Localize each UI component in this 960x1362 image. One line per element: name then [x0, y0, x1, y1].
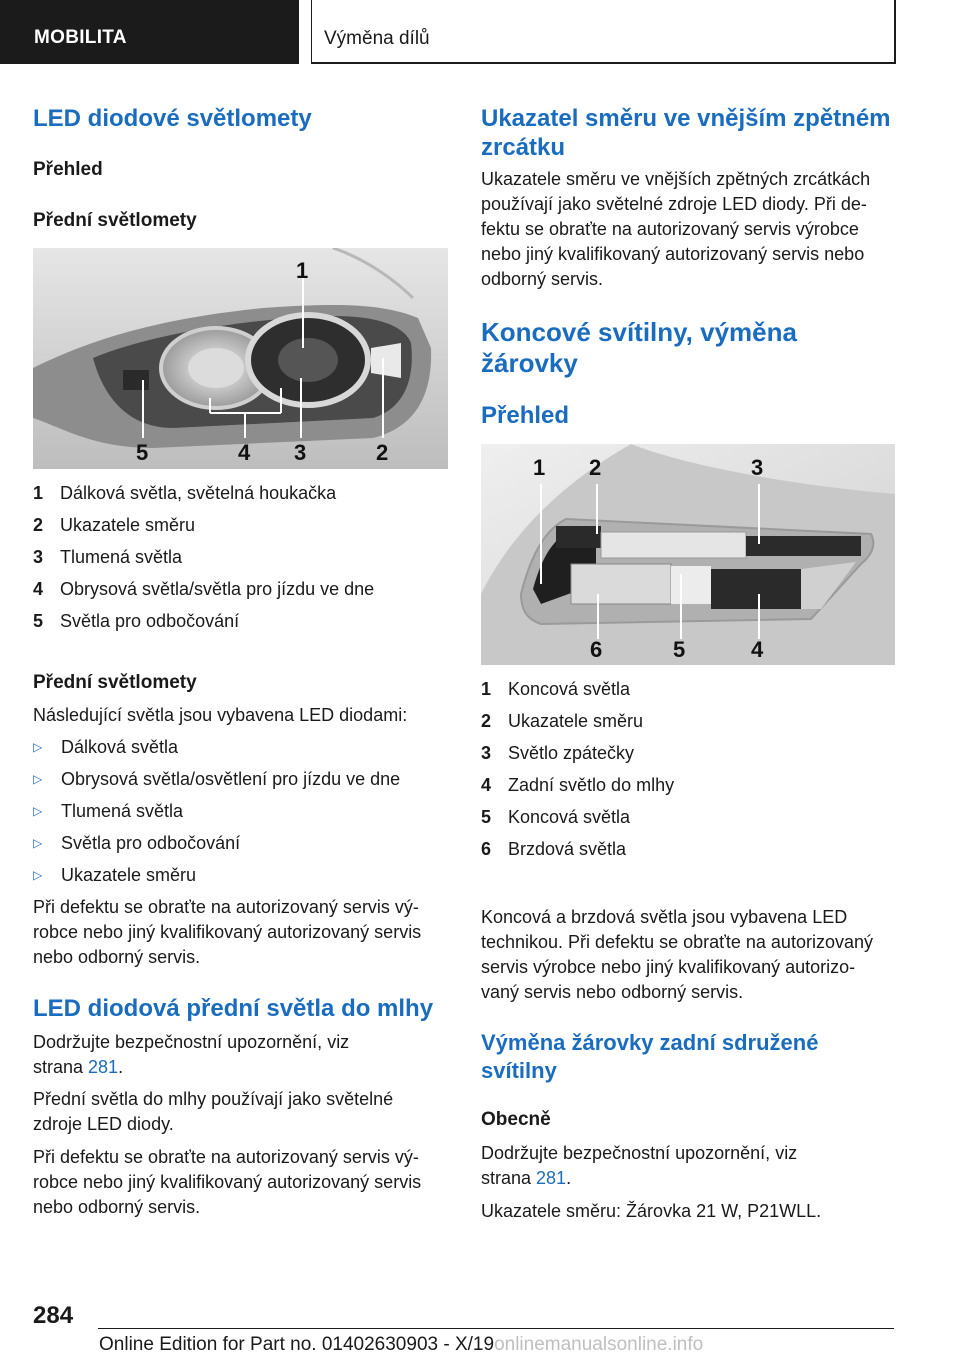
led-bullet-list — [33, 731, 448, 891]
list-item: ▷ Světla pro odbočování — [33, 832, 241, 853]
page-link-281[interactable]: 281 — [536, 1168, 567, 1188]
subheading-predni-svetlomety-2: Přední světlomety — [33, 672, 197, 693]
page-number: 284 — [33, 1302, 74, 1329]
heading-prehled-right: Přehled — [481, 402, 570, 429]
koncove-text: Koncová a brzdová světla jsou vybavena LED technikou. Při defektu se obraťte na autorizovaný servis výrobce nebo jiný kvalifikovaný autorizo- vaný servis nebo odborný servis. — [481, 907, 873, 1002]
list-item: 6 Brzdová světla — [481, 838, 627, 859]
fig2-label-4: 4 — [751, 637, 764, 662]
headlight-illustration — [33, 248, 448, 469]
page-link-281[interactable]: 281 — [88, 1057, 119, 1077]
list-item: 2 Ukazatele směru — [33, 514, 196, 535]
fig1-label-3: 3 — [294, 440, 307, 465]
list-item: 3 Tlumená světla — [33, 546, 183, 567]
list-item: 4 Obrysová světla/světla pro jízdu ve dne — [33, 578, 375, 599]
heading-ukazatel-zrcatko: Ukazatel směru ve vnějším zpětném zrcátku — [481, 105, 891, 161]
safety-reference-left: Dodržujte bezpečnostní upozornění, viz strana 281. — [33, 1032, 350, 1077]
heading-vymena-zarovky: Výměna žárovky zadní sdružené svítilny — [481, 1030, 819, 1083]
header-chapter-label: Výměna dílů — [324, 28, 430, 49]
list-item: ▷ Ukazatele směru — [33, 864, 197, 885]
fig2-label-2: 2 — [589, 455, 602, 480]
list-item: ▷ Tlumená světla — [33, 800, 184, 821]
watermark-text: onlinemanualsonline.info — [494, 1334, 704, 1355]
heading-koncove-svitilny: Koncové svítilny, výměna žárovky — [481, 317, 797, 378]
list-item: 3 Světlo zpátečky — [481, 742, 635, 763]
bullet-triangle-icon: ▷ — [33, 740, 43, 754]
footer-edition — [99, 1334, 899, 1356]
fig2-label-1: 1 — [533, 455, 546, 480]
bullet-triangle-icon: ▷ — [33, 868, 43, 882]
defekt-text-2: Při defektu se obraťte na autorizovaný servis vý- robce nebo jiný kvalifikovaný autorizovaný servis nebo odborný servis. — [33, 1147, 422, 1217]
fig2-label-6: 6 — [590, 637, 603, 662]
taillight-figure — [481, 444, 895, 665]
bullet-triangle-icon: ▷ — [33, 804, 43, 818]
list-item: 1 Dálková světla, světelná houkačka — [33, 482, 337, 503]
list-item: ▷ Obrysová světla/osvětlení pro jízdu ve dne — [33, 768, 401, 789]
mlhy-text: Přední světla do mlhy používají jako světelné zdroje LED diody. — [33, 1089, 394, 1134]
bullet-triangle-icon: ▷ — [33, 836, 43, 850]
fig1-label-5: 5 — [136, 440, 149, 465]
headlight-legend — [33, 477, 448, 637]
header-section-tab — [0, 0, 299, 64]
footer-divider — [98, 1328, 894, 1329]
safety-reference-right: Dodržujte bezpečnostní upozornění, viz strana 281. — [481, 1143, 798, 1188]
header-chapter-box — [311, 0, 896, 64]
taillight-illustration — [481, 444, 895, 665]
fig1-label-2: 2 — [376, 440, 389, 465]
list-item: 5 Koncová světla — [481, 806, 631, 827]
taillight-legend — [481, 673, 896, 865]
heading-led-mlhovky: LED diodová přední světla do mlhy — [33, 995, 434, 1022]
list-item: 5 Světla pro odbočování — [33, 610, 240, 631]
list-item: 4 Zadní světlo do mlhy — [481, 774, 675, 795]
heading-led-svetlomety: LED diodové světlomety — [33, 105, 312, 132]
list-item: 1 Koncová světla — [481, 678, 631, 699]
subheading-obecne: Obecně — [481, 1109, 551, 1130]
list-item: 2 Ukazatele směru — [481, 710, 644, 731]
headlight-figure — [33, 248, 448, 469]
fig1-label-1: 1 — [296, 258, 309, 283]
subheading-predni-svetlomety: Přední světlomety — [33, 210, 197, 231]
header-section-label: MOBILITA — [34, 27, 127, 48]
ukazatele-bulb-text: Ukazatele směru: Žárovka 21 W, P21WLL. — [481, 1201, 822, 1221]
fig1-label-4: 4 — [238, 440, 251, 465]
subheading-prehled: Přehled — [33, 159, 103, 180]
zrcatko-text: Ukazatele směru ve vnějších zpětných zrcátkách používají jako světelné zdroje LED diody. Při de- fektu se obraťte na autorizovaný servis výrobce nebo jiný kvalifikovaný autorizovaný servis nebo odborný servis. — [481, 169, 871, 289]
fig2-label-3: 3 — [751, 455, 764, 480]
led-intro-text: Následující světla jsou vybavena LED diodami: — [33, 705, 408, 725]
fig2-label-5: 5 — [673, 637, 686, 662]
bullet-triangle-icon: ▷ — [33, 772, 43, 786]
edition-text: Online Edition for Part no. 01402630903 - X/19 — [99, 1334, 495, 1355]
defekt-text-1: Při defektu se obraťte na autorizovaný servis vý- robce nebo jiný kvalifikovaný autorizovaný servis nebo odborný servis. — [33, 897, 422, 967]
list-item: ▷ Dálková světla — [33, 736, 179, 757]
